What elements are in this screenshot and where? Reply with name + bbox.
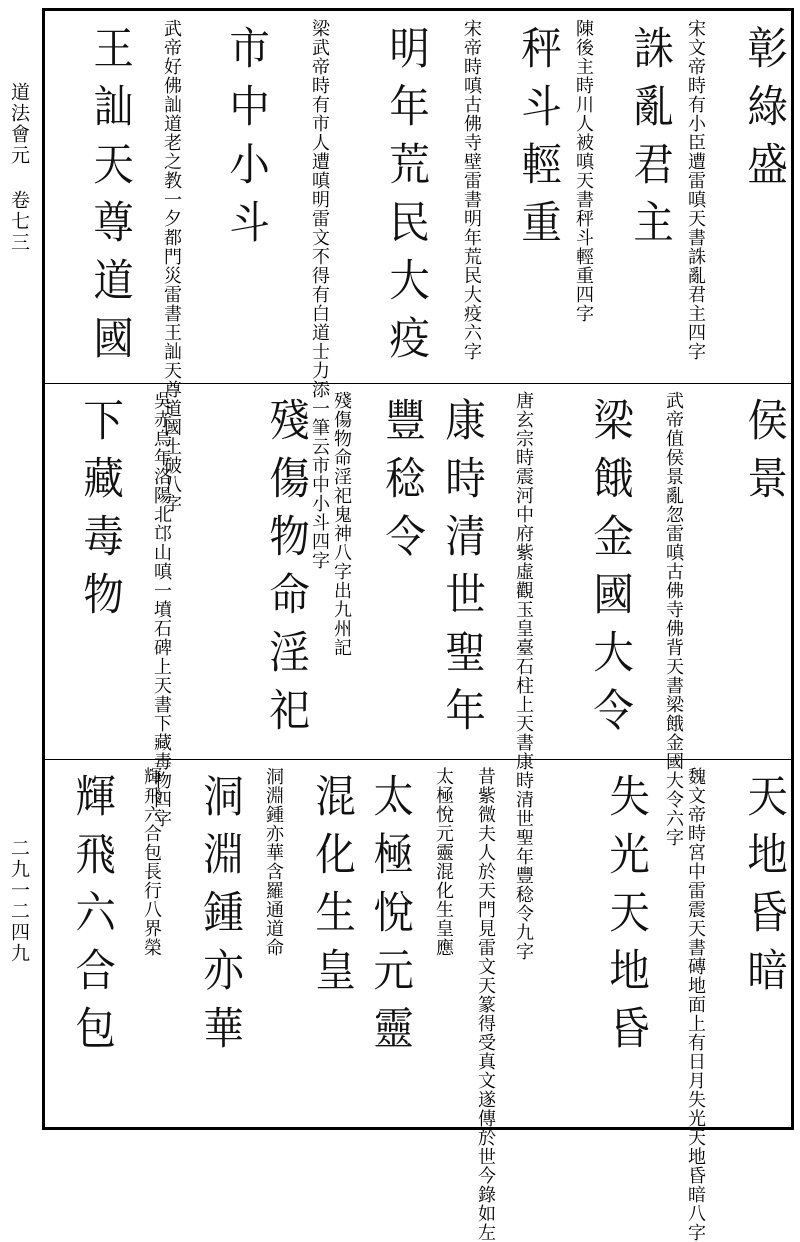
seal-script-glyphs: 豐稔令 (378, 397, 425, 571)
seal-script-glyphs: 王訕天尊道國 (86, 25, 133, 373)
seal-script-glyphs: 天地昏暗 (740, 773, 787, 1005)
seal-script-glyphs: 侯景 (740, 397, 787, 513)
seal-script-glyphs: 梁餓金國大令 (586, 397, 633, 745)
text-column: 殘傷物命淫祀鬼神八字出九州記 (331, 391, 352, 657)
text-column: 輝飛六合包長行八界榮 (141, 767, 162, 957)
text-column: 武帝好佛訕道老之教一夕都門災雷書王訕天尊道國土破八字 (161, 19, 182, 513)
seal-script-glyphs: 明年荒民大疫 (382, 25, 429, 373)
seal-script-glyphs: 太極悅元靈 (366, 773, 413, 1063)
seal-script-glyphs: 秤斗輕重 (514, 25, 561, 257)
seal-script-glyphs: 混化生皇 (308, 773, 355, 1005)
seal-script-glyphs: 康時清世聖年 (438, 397, 485, 745)
text-column: 太極悅元靈混化生皇應 (433, 767, 454, 957)
text-column: 宋文帝時有小臣遭雷嗔天書誅亂君主四字 (685, 19, 706, 361)
text-column: 梁武帝時有市人遭嗔明雷文不得有白道士力添一筆云市中小斗四字 (309, 19, 330, 570)
page-frame (42, 8, 794, 1242)
text-column: 武帝值侯景亂忽雷嗔古佛寺佛背天書梁餓金國大令六字 (663, 391, 684, 847)
text-column: 昔紫微夫人於天門見雷文天篆得受真文遂傳於世今錄如左 (475, 767, 496, 1242)
seal-script-glyphs: 市中小斗 (222, 25, 269, 257)
seal-script-glyphs: 殘傷物命淫祀 (262, 397, 309, 745)
text-column: 陳後主時川人被嗔天書秤斗輕重四字 (573, 19, 594, 323)
text-column: 吳赤烏年洛陽北邙山嗔一墳石碑上天書下藏毒物四字 (151, 391, 172, 828)
volume-label: 卷七三 (8, 190, 30, 253)
text-column: 宋帝時嗔古佛寺壁雷書明年荒民大疫六字 (461, 19, 482, 361)
seal-script-glyphs: 下藏毒物 (76, 397, 123, 629)
book-title: 道法會元 (8, 82, 30, 166)
seal-script-glyphs: 誅亂君主 (626, 25, 673, 257)
section-bottom (45, 759, 791, 1242)
seal-script-glyphs: 輝飛六合包 (68, 773, 115, 1063)
seal-script-glyphs: 失光天地昏 (602, 773, 649, 1063)
seal-script-glyphs: 洞淵鍾亦華 (196, 773, 243, 1063)
text-column: 洞淵鍾亦華含羅通道命 (263, 767, 284, 957)
seal-script-glyphs: 彰綠盛 (740, 25, 787, 199)
text-column: 唐玄宗時震河中府紫虛觀玉皇臺石柱上天書康時清世聖年豐稔令九字 (513, 391, 534, 961)
text-column: 魏文帝時宮中雷震天書磚地面上有日月失光天地昏暗八字 (685, 767, 706, 1242)
page-number: 二九一二四九 (8, 838, 30, 964)
